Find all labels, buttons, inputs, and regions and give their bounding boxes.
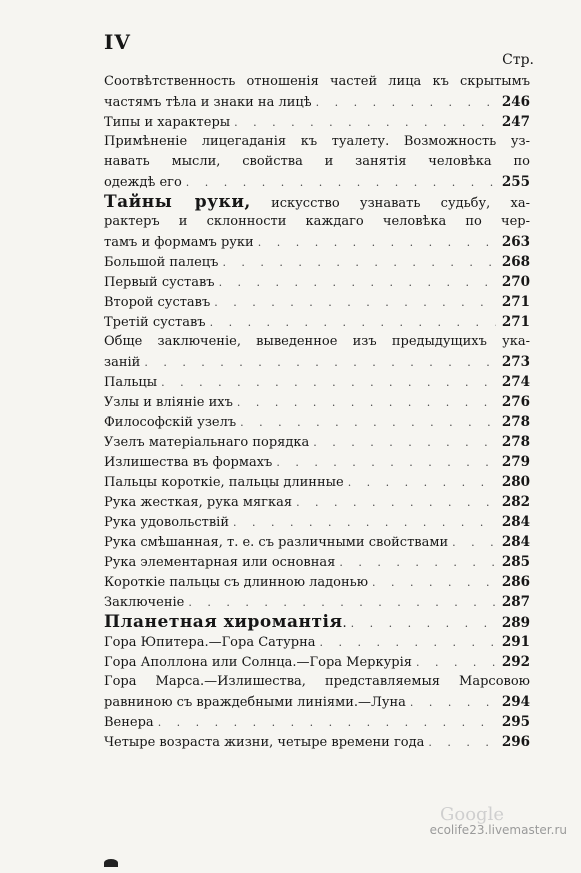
dot-leader [348, 473, 496, 493]
dot-leader [416, 653, 496, 673]
toc-entry-line [104, 632, 530, 652]
toc-entry [104, 572, 530, 592]
toc-entry [104, 412, 530, 432]
toc-page-number: 276 [501, 394, 530, 410]
toc-page-number: 263 [501, 234, 530, 250]
toc-entry-text: Рука смѣшанная, т. е. съ различными свойствами [104, 535, 449, 550]
toc-entry-line [104, 372, 530, 392]
toc-entry [104, 272, 530, 292]
dot-leader [158, 713, 496, 733]
toc-entry [104, 512, 530, 532]
toc-page-number: 274 [501, 374, 530, 390]
toc-entry-line [104, 532, 530, 552]
toc-entry-text: Первый суставъ [104, 275, 215, 290]
toc-entry-line [104, 72, 530, 92]
toc-entry-line [104, 212, 530, 232]
toc-entry [104, 712, 530, 732]
toc-page-number: 292 [501, 654, 530, 670]
toc-entry-text: Рука элементарная или основная [104, 555, 336, 570]
toc-entry-text: Пальцы [104, 375, 158, 390]
toc-entry-text: Заключеніе [104, 595, 185, 610]
toc-entry-line [104, 332, 530, 352]
toc-section-heading: Планетная хиромантія [104, 612, 343, 632]
dot-leader [210, 313, 496, 333]
toc-entry-line [104, 192, 530, 212]
toc-entry-text: Излишества въ формахъ [104, 455, 273, 470]
toc-entry [104, 732, 530, 752]
dot-leader [316, 93, 496, 113]
toc-entry-text: Рука удовольствій [104, 515, 229, 530]
toc-page-number: 268 [501, 254, 530, 270]
toc-entry [104, 112, 530, 132]
toc-entry-line [104, 352, 530, 372]
toc-entry [104, 672, 530, 712]
toc-entry-line [104, 672, 530, 692]
dot-leader [320, 633, 497, 653]
toc-entry-line [104, 292, 530, 312]
toc-entry-text: . [342, 616, 347, 631]
toc-page-number: 296 [501, 734, 530, 750]
toc-entry-line [104, 132, 530, 152]
toc-entry-line [104, 612, 530, 632]
toc-entry-line [104, 412, 530, 432]
toc-entry-text: частямъ тѣла и знаки на лицѣ [104, 95, 312, 110]
toc-entry-text: Большой палецъ [104, 255, 219, 270]
toc-entry [104, 632, 530, 652]
toc-page-number: 280 [501, 474, 530, 490]
toc-entry-line [104, 272, 530, 292]
toc-page-number: 294 [501, 694, 530, 710]
toc-entry-line [104, 432, 530, 452]
toc-entry-text: Гора Марса.—Излишества, представляемыя Марсовою [104, 674, 530, 689]
toc-page-number: 282 [501, 494, 530, 510]
toc-page-number: 295 [501, 714, 530, 730]
toc-page-number: 273 [501, 354, 530, 370]
toc-page-number: 247 [501, 114, 530, 130]
table-of-contents [104, 72, 530, 752]
toc-page-number: 278 [501, 434, 530, 450]
page-corner-mark [104, 859, 118, 867]
toc-entry-line [104, 652, 530, 672]
dot-leader [351, 614, 496, 634]
toc-entry [104, 292, 530, 312]
dot-leader [188, 593, 496, 613]
toc-entry-text: искусство узнавать судьбу, ха- [250, 196, 530, 211]
toc-entry [104, 592, 530, 612]
toc-entry [104, 332, 530, 372]
toc-entry-text: навать мысли, свойства и занятія человѣка по [104, 154, 530, 169]
toc-section-entry [104, 612, 530, 632]
toc-entry-text: Второй суставъ [104, 295, 211, 310]
toc-entry-line [104, 232, 530, 252]
dot-leader [219, 273, 496, 293]
toc-entry-line [104, 312, 530, 332]
dot-leader [372, 573, 496, 593]
toc-entry-text: Пальцы короткіе, пальцы длинные [104, 475, 344, 490]
dot-leader [276, 453, 496, 473]
toc-section-entry [104, 192, 530, 252]
dot-leader [410, 693, 496, 713]
dot-leader [222, 253, 496, 273]
dot-leader [339, 553, 496, 573]
toc-page-number: 271 [501, 314, 530, 330]
toc-entry-text: заній [104, 355, 141, 370]
dot-leader [233, 513, 496, 533]
toc-page-number: 285 [501, 554, 530, 570]
toc-entry-line [104, 392, 530, 412]
toc-entry-line [104, 712, 530, 732]
toc-entry-text: Обще заключеніе, выведенное изъ предыдущихъ ука- [104, 334, 530, 349]
toc-entry-text: Короткіе пальцы съ длинною ладонью [104, 575, 369, 590]
page-number: IV [104, 30, 131, 54]
toc-page-number: 287 [501, 594, 530, 610]
dot-leader [296, 493, 496, 513]
toc-page-number: 246 [501, 94, 530, 110]
toc-entry-text: Философскій узелъ [104, 415, 237, 430]
toc-entry-text: рактеръ и склонности каждаго человѣка по чер- [104, 214, 530, 229]
toc-entry-line [104, 572, 530, 592]
dot-leader [237, 393, 496, 413]
toc-page-number: 270 [501, 274, 530, 290]
toc-entry-text: Соотвѣтственность отношенія частей лица къ скрытымъ [104, 74, 530, 89]
toc-entry-text: Примѣненіе лицегаданія къ туалету. Возможность уз- [104, 134, 530, 149]
toc-entry [104, 312, 530, 332]
toc-page-number: 284 [501, 534, 530, 550]
toc-entry [104, 452, 530, 472]
toc-entry [104, 132, 530, 192]
dot-leader [240, 413, 496, 433]
site-watermark: ecolife23.livemaster.ru [429, 823, 567, 837]
toc-page-number: 279 [501, 454, 530, 470]
toc-page-number: 284 [501, 514, 530, 530]
toc-entry-text: Венера [104, 715, 154, 730]
toc-entry-text: Гора Юпитера.—Гора Сатурна [104, 635, 316, 650]
toc-page-number: 255 [501, 174, 530, 190]
toc-entry-line [104, 112, 530, 132]
toc-page-number: 278 [501, 414, 530, 430]
toc-entry-text: Рука жесткая, рука мягкая [104, 495, 293, 510]
toc-entry-line [104, 452, 530, 472]
toc-entry [104, 372, 530, 392]
toc-entry [104, 472, 530, 492]
dot-leader [452, 533, 496, 553]
page-column-header: Стр. [502, 52, 534, 68]
dot-leader [214, 293, 496, 313]
toc-entry [104, 532, 530, 552]
toc-entry-line [104, 552, 530, 572]
dot-leader [144, 353, 496, 373]
toc-entry [104, 552, 530, 572]
dot-leader [428, 733, 496, 753]
toc-entry-line [104, 692, 530, 712]
toc-entry-text: Узлы и вліяніе ихъ [104, 395, 233, 410]
toc-entry [104, 652, 530, 672]
toc-page-number: 271 [501, 294, 530, 310]
toc-entry [104, 252, 530, 272]
toc-page-number: 286 [501, 574, 530, 590]
toc-entry-line [104, 252, 530, 272]
toc-section-heading: Тайны руки, [104, 192, 251, 212]
toc-entry-line [104, 592, 530, 612]
toc-entry-line [104, 152, 530, 172]
toc-entry-text: Гора Аполлона или Солнца.—Гора Меркурія [104, 655, 412, 670]
dot-leader [234, 113, 496, 133]
toc-entry [104, 492, 530, 512]
dot-leader [313, 433, 496, 453]
toc-entry-line [104, 732, 530, 752]
toc-entry-line [104, 512, 530, 532]
toc-entry-text: Третій суставъ [104, 315, 206, 330]
toc-page-number: 291 [501, 634, 530, 650]
dot-leader [258, 233, 496, 253]
toc-entry-text: тамъ и формамъ руки [104, 235, 254, 250]
toc-entry-line [104, 172, 530, 192]
toc-entry [104, 432, 530, 452]
toc-entry-text: одеждѣ его [104, 175, 182, 190]
toc-entry-line [104, 472, 530, 492]
toc-entry [104, 392, 530, 412]
dot-leader [161, 373, 496, 393]
toc-entry [104, 72, 530, 112]
toc-entry-line [104, 92, 530, 112]
google-watermark: Google [440, 804, 504, 825]
toc-entry-line [104, 492, 530, 512]
toc-entry-text: Четыре возраста жизни, четыре времени года [104, 735, 425, 750]
toc-entry-text: Типы и характеры [104, 115, 231, 130]
toc-entry-text: Узелъ матеріальнаго порядка [104, 435, 310, 450]
toc-page-number: 289 [501, 615, 530, 631]
toc-entry-text: равниною съ враждебными линіями.—Луна [104, 695, 406, 710]
dot-leader [186, 173, 496, 193]
